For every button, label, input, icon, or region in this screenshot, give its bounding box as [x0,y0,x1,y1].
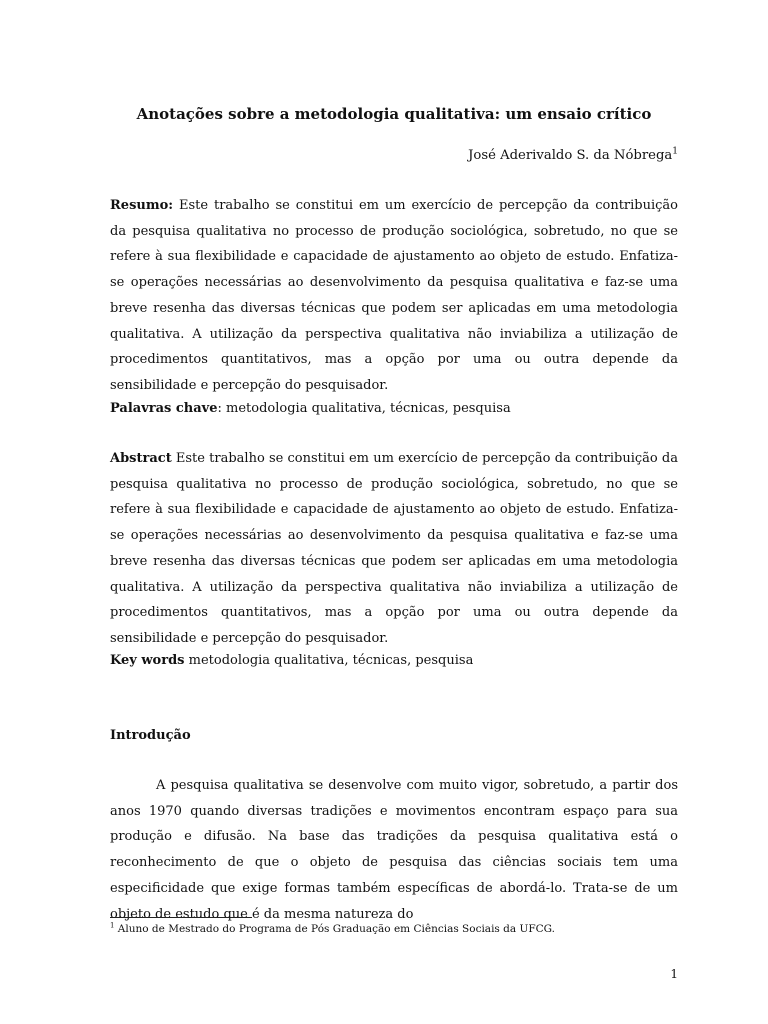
footnote-separator [110,917,252,918]
author-line [110,146,678,166]
resumo-paragraph [110,193,678,399]
document-title: Anotações sobre a metodologia qualitativa: um ensaio crítico [136,105,652,123]
section-heading-introducao: Introdução [110,728,191,743]
intro-paragraph: A pesquisa qualitativa se desenvolve com muito vigor, sobretudo, a partir dos anos 1970 quando diversas tradições e movimentos encontram espaço para sua produção e difusão. Na base das tradições da pesquisa qualitativa está o reconhecimento de que o objeto de pesquisa das ciências sociais tem uma especificidade que exige formas também específicas de abordá-lo. Trata-se de um objeto de estudo que é da mesma natureza do [110,778,678,922]
key-words-label: Key words [110,653,185,668]
resumo-text: Este trabalho se constitui em um exercício de percepção da contribuição da pesquisa qualitativa no processo de produção sociológica, sobretudo, no que se refere à sua flexibilidade e capacidade de ajustamento ao objeto de estudo. Enfatiza-se operações necessárias ao desenvolvimento da pesquisa qualitativa e faz-se uma breve resenha das diversas técnicas que podem ser aplicadas em uma metodologia qualitativa. A utilização da perspectiva qualitativa não inviabiliza a utilização de procedimentos quantitativos, mas a opção por uma ou outra depende da sensibilidade e percepção do pesquisador. [110,198,678,393]
abstract-paragraph [110,446,678,652]
palavras-chave-text: : metodologia qualitativa, técnicas, pesquisa [217,401,511,416]
key-words-text: metodologia qualitativa, técnicas, pesquisa [184,653,474,668]
page-number: 1 [670,967,678,981]
palavras-chave-line [110,399,678,419]
footnote-mark: 1 [110,921,115,930]
key-words-line [110,651,678,671]
footnote-text: Aluno de Mestrado do Programa de Pós Graduação em Ciências Sociais da UFCG. [114,923,555,935]
author-footnote-mark: 1 [672,146,678,157]
palavras-chave-label: Palavras chave [110,401,218,416]
abstract-label: Abstract [110,451,172,466]
abstract-text: Este trabalho se constitui em um exercício de percepção da contribuição da pesquisa qualitativa no processo de produção sociológica, sobretudo, no que se refere à sua flexibilidade e capacidade de ajustamento ao objeto de estudo. Enfatiza-se operações necessárias ao desenvolvimento da pesquisa qualitativa e faz-se uma breve resenha das diversas técnicas que podem ser aplicadas em uma metodologia qualitativa. A utilização da perspectiva qualitativa não inviabiliza a utilização de procedimentos quantitativos, mas a opção por uma ou outra depende da sensibilidade e percepção do pesquisador. [110,451,678,646]
resumo-label: Resumo: [110,198,174,213]
footnote [110,921,678,937]
author-name: José Aderivaldo S. da Nóbrega [468,148,673,163]
